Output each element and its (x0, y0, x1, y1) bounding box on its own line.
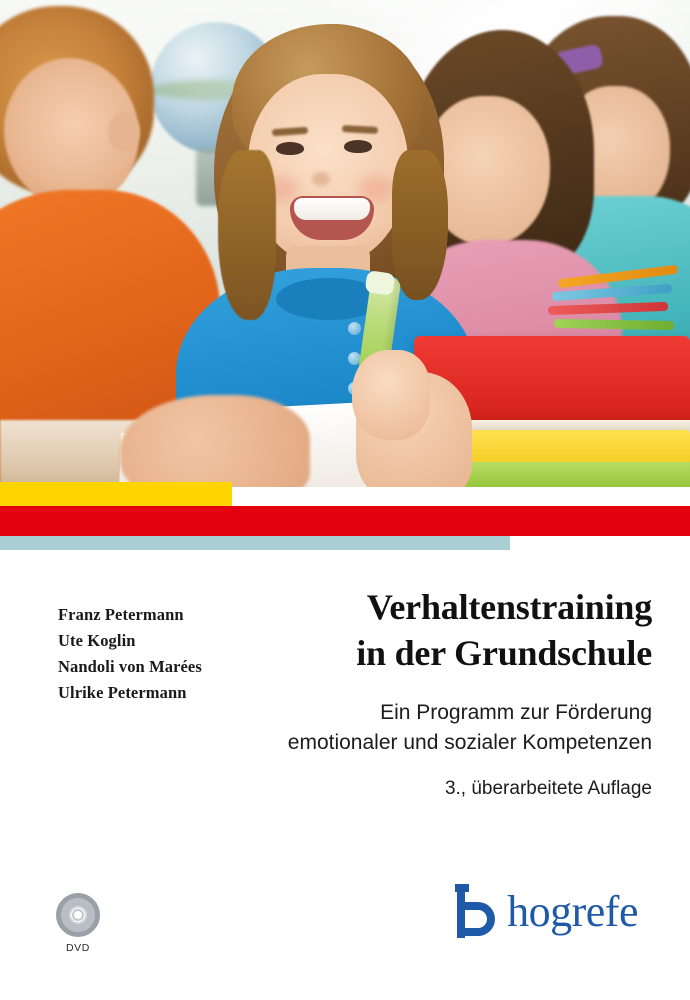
boy-ear (108, 112, 140, 152)
author-name: Nandoli von Marées (58, 657, 202, 676)
book-subtitle-line: emotionaler und sozialer Kompetenzen (287, 731, 652, 754)
girl-teeth (294, 198, 370, 220)
dvd-label: DVD (66, 942, 90, 954)
girl-hair-strand-right (392, 150, 448, 300)
green-marker-cap (365, 270, 396, 296)
cover-text-area (0, 550, 690, 1000)
girl-eye-right (344, 140, 372, 153)
publisher-logo (453, 886, 638, 938)
dvd-disc-icon (56, 893, 100, 937)
band-yellow (0, 482, 232, 506)
book-title-line: Verhaltenstraining (366, 587, 652, 627)
band-teal (0, 536, 510, 550)
shirt-button-1 (348, 322, 361, 335)
author-name: Franz Petermann (58, 605, 184, 624)
author-name: Ulrike Petermann (58, 683, 187, 702)
pencil-red (548, 302, 668, 315)
author-list (58, 602, 248, 706)
pencil-green (554, 319, 674, 330)
colored-pencils (548, 272, 688, 342)
girl-eye-left (276, 142, 304, 155)
book-title-line: in der Grundschule (356, 633, 652, 673)
publisher-name: hogrefe (507, 887, 638, 936)
dvd-badge (52, 893, 104, 954)
author-name: Ute Koglin (58, 631, 136, 650)
hogrefe-h-logo-icon (453, 886, 497, 938)
book-subtitle (232, 698, 652, 758)
edition-statement: 3., überarbeitete Auflage (444, 778, 652, 799)
logo-bowl (463, 902, 495, 936)
book-subtitle-line: Ein Programm zur Förderung (380, 701, 652, 724)
girl-nose (312, 172, 330, 186)
book-title (252, 584, 652, 676)
band-red (0, 506, 690, 536)
cover-photo (0, 0, 690, 487)
girl-hand (352, 350, 430, 440)
girl-hair-strand-left (218, 150, 276, 320)
